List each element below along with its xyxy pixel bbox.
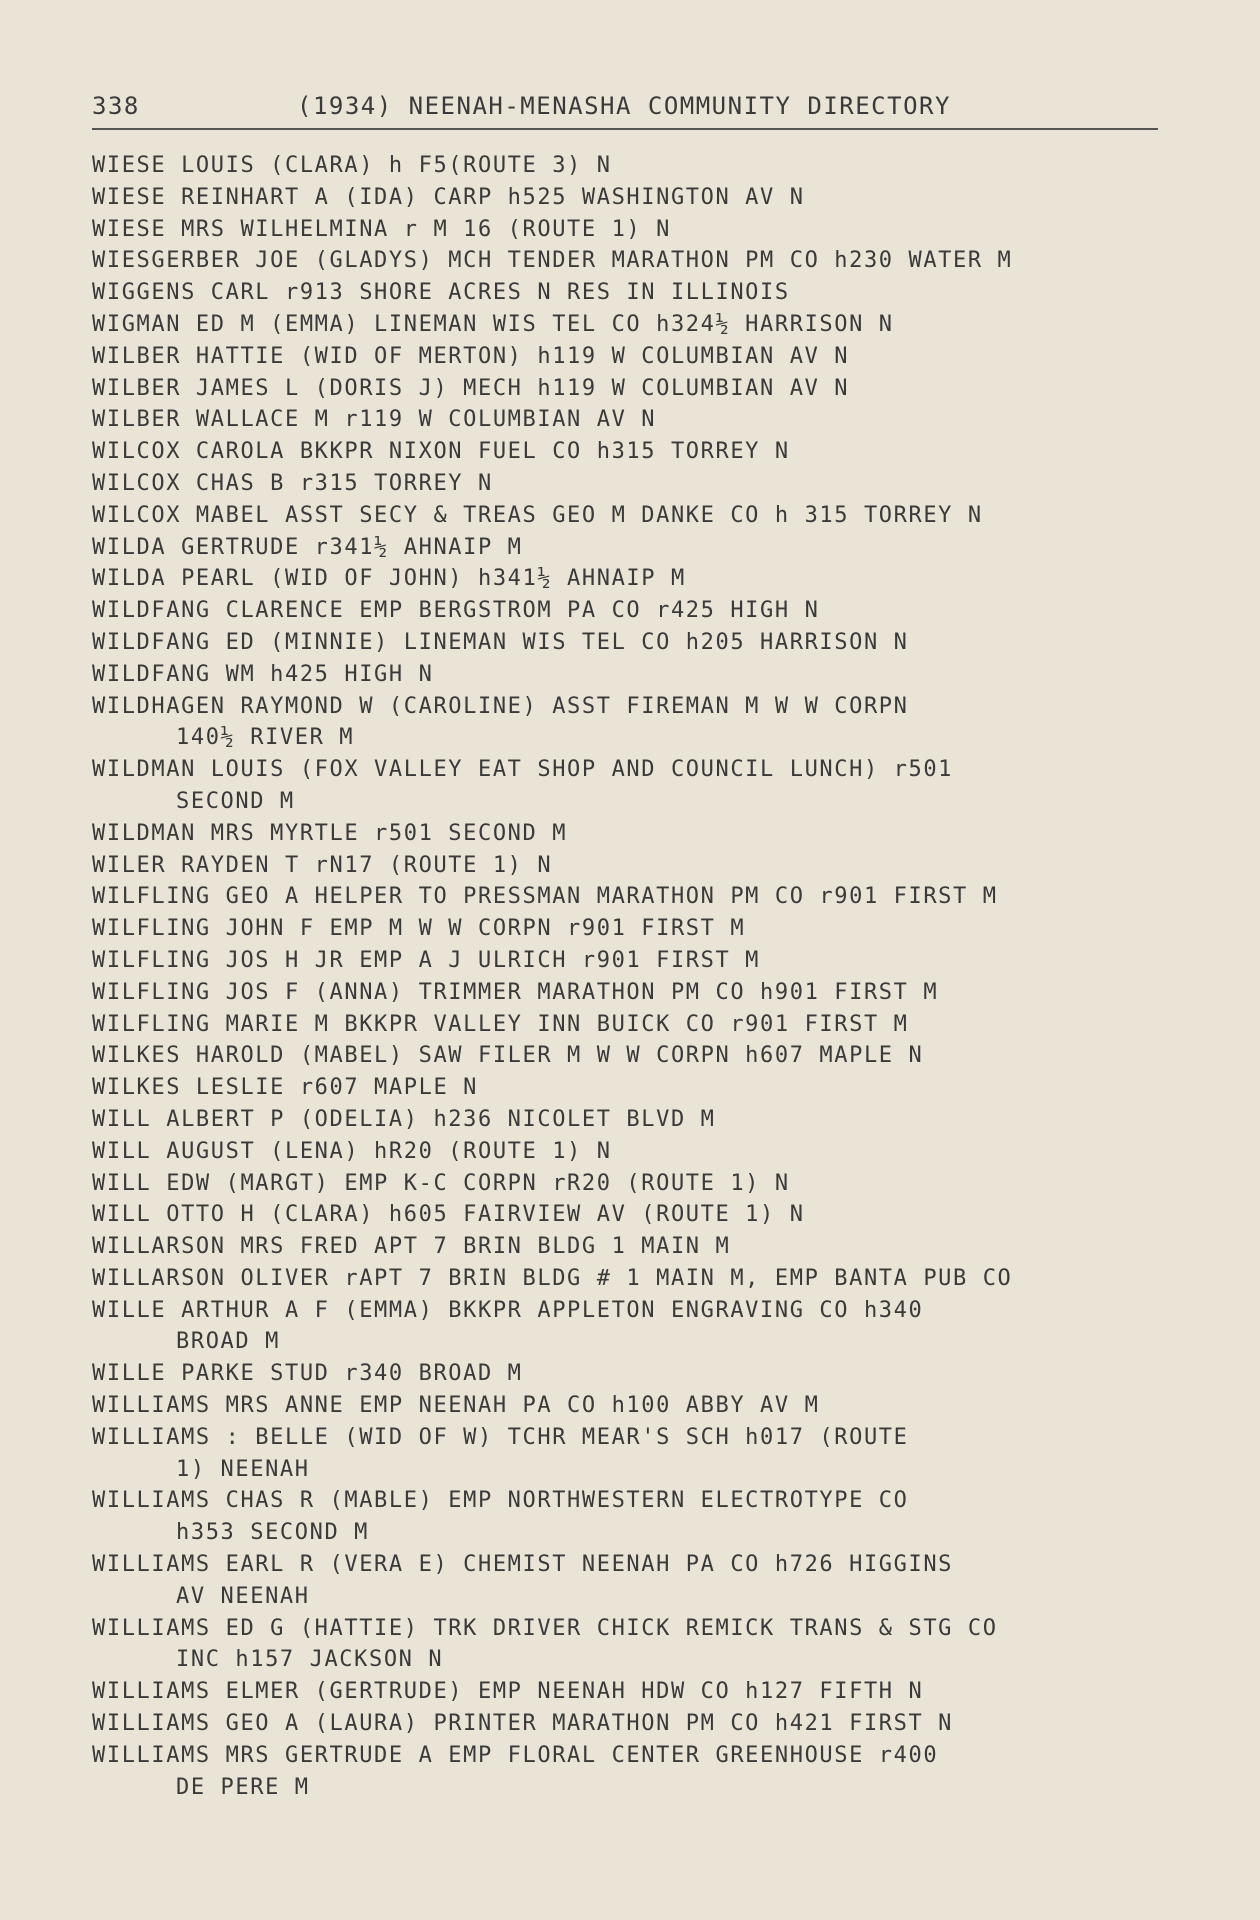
- directory-entry: WIGMAN ED M (EMMA) LINEMAN WIS TEL CO h324½ HARRISON N: [92, 311, 894, 337]
- header-rule: [92, 128, 1158, 130]
- directory-entry-continuation: INC h157 JACKSON N: [176, 1647, 444, 1673]
- directory-entry: WILKES LESLIE r607 MAPLE N: [92, 1075, 478, 1101]
- directory-entry: WILDHAGEN RAYMOND W (CAROLINE) ASST FIREMAN M W W CORPN: [92, 693, 909, 719]
- directory-entry: WILDA GERTRUDE r341½ AHNAIP M: [92, 534, 523, 560]
- directory-entry-continuation: 1) NEENAH: [176, 1456, 310, 1482]
- directory-entry: WILL EDW (MARGT) EMP K-C CORPN rR20 (ROUTE 1) N: [92, 1170, 790, 1196]
- directory-entry-continuation: BROAD M: [176, 1329, 280, 1355]
- directory-entry: WILFLING JOS F (ANNA) TRIMMER MARATHON PM CO h901 FIRST M: [92, 979, 939, 1005]
- directory-entry: WILCOX MABEL ASST SECY & TREAS GEO M DANKE CO h 315 TORREY N: [92, 502, 983, 528]
- directory-entry: WILDMAN MRS MYRTLE r501 SECOND M: [92, 820, 568, 846]
- directory-entry: WIESGERBER JOE (GLADYS) MCH TENDER MARATHON PM CO h230 WATER M: [92, 248, 1013, 274]
- directory-entry: WILLIAMS : BELLE (WID OF W) TCHR MEAR'S SCH h017 (ROUTE: [92, 1424, 909, 1450]
- directory-listings: [92, 150, 1158, 1803]
- directory-entry: WILDFANG ED (MINNIE) LINEMAN WIS TEL CO h205 HARRISON N: [92, 629, 909, 655]
- directory-entry: WILL ALBERT P (ODELIA) h236 NICOLET BLVD M: [92, 1106, 716, 1132]
- directory-entry: WILER RAYDEN T rN17 (ROUTE 1) N: [92, 852, 553, 878]
- directory-entry: WILCOX CHAS B r315 TORREY N: [92, 470, 493, 496]
- directory-entry: WILL OTTO H (CLARA) h605 FAIRVIEW AV (ROUTE 1) N: [92, 1202, 805, 1228]
- directory-entry: WILBER HATTIE (WID OF MERTON) h119 W COLUMBIAN AV N: [92, 343, 850, 369]
- directory-entry: WILLIAMS ED G (HATTIE) TRK DRIVER CHICK REMICK TRANS & STG CO: [92, 1615, 998, 1641]
- directory-entry-continuation: AV NEENAH: [176, 1583, 310, 1609]
- directory-entry: WILLIAMS GEO A (LAURA) PRINTER MARATHON PM CO h421 FIRST N: [92, 1711, 954, 1737]
- directory-title: (1934) NEENAH-MENASHA COMMUNITY DIRECTORY: [297, 92, 951, 120]
- directory-entry: WILDA PEARL (WID OF JOHN) h341½ AHNAIP M: [92, 566, 686, 592]
- directory-entry: WILL AUGUST (LENA) hR20 (ROUTE 1) N: [92, 1138, 612, 1164]
- directory-entry-continuation: h353 SECOND M: [176, 1520, 369, 1546]
- directory-entry: WIESE REINHART A (IDA) CARP h525 WASHINGTON AV N: [92, 184, 805, 210]
- directory-entry: WIESE LOUIS (CLARA) h F5(ROUTE 3) N: [92, 153, 612, 178]
- directory-entry: WILLARSON OLIVER rAPT 7 BRIN BLDG # 1 MAIN M, EMP BANTA PUB CO: [92, 1265, 1013, 1291]
- directory-entry: WILKES HAROLD (MABEL) SAW FILER M W W CORPN h607 MAPLE N: [92, 1043, 924, 1069]
- directory-entry: WILLARSON MRS FRED APT 7 BRIN BLDG 1 MAIN M: [92, 1234, 731, 1260]
- directory-entry-continuation: SECOND M: [176, 788, 295, 814]
- page-number: 338: [92, 92, 140, 120]
- directory-entry: WILLIAMS ELMER (GERTRUDE) EMP NEENAH HDW CO h127 FIFTH N: [92, 1679, 924, 1705]
- directory-entry: WIESE MRS WILHELMINA r M 16 (ROUTE 1) N: [92, 216, 671, 242]
- directory-entry-continuation: 140½ RIVER M: [176, 725, 355, 751]
- page-header: [92, 92, 1158, 120]
- directory-entry: WILBER WALLACE M r119 W COLUMBIAN AV N: [92, 407, 657, 433]
- directory-entry: WILDMAN LOUIS (FOX VALLEY EAT SHOP AND COUNCIL LUNCH) r501: [92, 757, 954, 783]
- directory-entry: WIGGENS CARL r913 SHORE ACRES N RES IN ILLINOIS: [92, 280, 790, 306]
- directory-entry: WILCOX CAROLA BKKPR NIXON FUEL CO h315 TORREY N: [92, 439, 790, 465]
- directory-entry: WILDFANG WM h425 HIGH N: [92, 661, 434, 687]
- directory-entry: WILFLING MARIE M BKKPR VALLEY INN BUICK CO r901 FIRST M: [92, 1011, 909, 1037]
- directory-entry: WILLE PARKE STUD r340 BROAD M: [92, 1361, 523, 1387]
- directory-entry: WILBER JAMES L (DORIS J) MECH h119 W COLUMBIAN AV N: [92, 375, 850, 401]
- directory-entry: WILLIAMS EARL R (VERA E) CHEMIST NEENAH PA CO h726 HIGGINS: [92, 1552, 954, 1578]
- directory-entry: WILDFANG CLARENCE EMP BERGSTROM PA CO r425 HIGH N: [92, 598, 820, 624]
- directory-entry: WILLIAMS MRS GERTRUDE A EMP FLORAL CENTER GREENHOUSE r400: [92, 1742, 939, 1768]
- directory-entry-continuation: DE PERE M: [176, 1774, 310, 1800]
- directory-entry: WILLIAMS MRS ANNE EMP NEENAH PA CO h100 ABBY AV M: [92, 1393, 820, 1419]
- directory-entry: WILFLING JOHN F EMP M W W CORPN r901 FIRST M: [92, 916, 746, 942]
- directory-entry: WILFLING JOS H JR EMP A J ULRICH r901 FIRST M: [92, 947, 761, 973]
- directory-entry: WILLE ARTHUR A F (EMMA) BKKPR APPLETON ENGRAVING CO h340: [92, 1297, 924, 1323]
- directory-entry: WILLIAMS CHAS R (MABLE) EMP NORTHWESTERN ELECTROTYPE CO: [92, 1488, 909, 1514]
- directory-entry: WILFLING GEO A HELPER TO PRESSMAN MARATHON PM CO r901 FIRST M: [92, 884, 998, 910]
